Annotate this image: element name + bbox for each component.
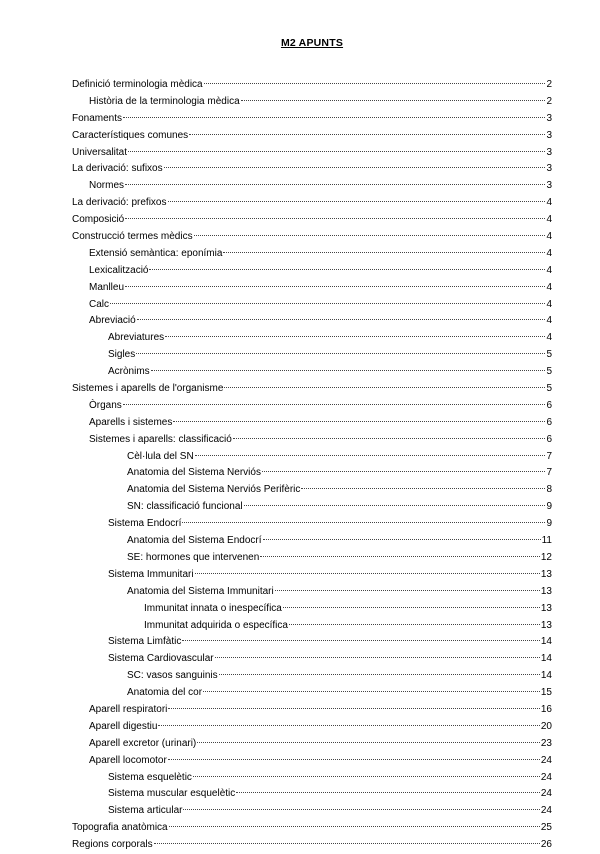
toc-dot-leader <box>224 387 545 388</box>
toc-entry[interactable] <box>72 263 552 280</box>
toc-entry[interactable] <box>72 533 552 550</box>
toc-entry-page-number: 7 <box>546 467 552 479</box>
toc-entry-title: Aparells i sistemes <box>89 416 173 428</box>
toc-entry-page-number: 14 <box>540 653 552 665</box>
toc-entry[interactable] <box>72 381 552 398</box>
toc-entry-title: Característiques comunes <box>72 129 189 141</box>
toc-entry[interactable] <box>72 601 552 618</box>
toc-dot-leader <box>110 303 545 304</box>
toc-entry[interactable] <box>72 449 552 466</box>
toc-entry[interactable] <box>72 820 552 837</box>
toc-entry-title: Immunitat adquirida o específica <box>144 619 288 631</box>
toc-entry-title: Definició terminologia mèdica <box>72 79 203 90</box>
toc-dot-leader <box>263 539 541 540</box>
toc-dot-leader <box>168 759 540 760</box>
toc-entry[interactable] <box>72 364 552 381</box>
toc-entry-title: Abreviació <box>89 315 136 327</box>
toc-entry[interactable] <box>72 432 552 449</box>
toc-entry[interactable] <box>72 94 552 111</box>
toc-dot-leader <box>241 100 546 101</box>
toc-entry-title: Manlleu <box>89 281 125 293</box>
toc-dot-leader <box>125 286 545 287</box>
toc-dot-leader <box>137 319 546 320</box>
toc-entry-title: Aparell locomotor <box>89 754 167 766</box>
toc-dot-leader <box>195 455 546 456</box>
toc-entry[interactable] <box>72 719 552 736</box>
toc-entry-title: SC: vasos sanguinis <box>127 670 218 682</box>
toc-entry-title: Anatomia del Sistema Nerviós <box>127 467 261 479</box>
toc-entry-page-number: 3 <box>546 163 552 175</box>
toc-entry[interactable] <box>72 482 552 499</box>
toc-entry[interactable] <box>72 195 552 212</box>
toc-entry[interactable] <box>72 229 552 246</box>
toc-dot-leader <box>289 624 540 625</box>
toc-entry-page-number: 4 <box>546 214 552 226</box>
toc-entry-title: Sistema Immunitari <box>108 568 194 580</box>
toc-entry-title: SE: hormones que intervenen <box>127 551 260 563</box>
toc-entry-title: Sistemes i aparells de l'organisme <box>72 383 224 395</box>
toc-entry-title: Sistema articular <box>108 805 183 817</box>
toc-dot-leader <box>233 438 546 439</box>
toc-entry[interactable] <box>72 550 552 567</box>
toc-entry[interactable] <box>72 651 552 668</box>
toc-entry-title: Anatomia del cor <box>127 687 203 699</box>
toc-dot-leader <box>136 353 545 354</box>
toc-entry-page-number: 3 <box>546 129 552 141</box>
toc-entry[interactable] <box>72 246 552 263</box>
toc-entry-page-number: 13 <box>540 568 552 580</box>
toc-entry-page-number: 14 <box>540 670 552 682</box>
toc-entry-page-number: 13 <box>540 602 552 614</box>
toc-dot-leader <box>262 471 545 472</box>
toc-entry-page-number: 4 <box>546 281 552 293</box>
toc-entry-page-number: 9 <box>546 518 552 530</box>
toc-entry-title: Extensió semàntica: eponímia <box>89 247 223 259</box>
toc-dot-leader <box>158 725 540 726</box>
toc-dot-leader <box>182 522 545 523</box>
toc-entry[interactable] <box>72 398 552 415</box>
toc-entry-title: Sistema esquelètic <box>108 771 192 783</box>
toc-entry-title: Composició <box>72 214 125 226</box>
toc-dot-leader <box>301 488 545 489</box>
table-of-contents <box>72 77 552 854</box>
toc-dot-leader <box>151 370 546 371</box>
toc-entry-title: Anatomia del Sistema Nerviós Perifèric <box>127 484 301 496</box>
toc-dot-leader <box>164 167 546 168</box>
toc-entry-title: Aparell digestiu <box>89 720 158 732</box>
toc-entry[interactable] <box>72 128 552 145</box>
toc-dot-leader <box>189 134 545 135</box>
toc-entry-title: Fonaments <box>72 112 123 124</box>
toc-entry[interactable] <box>72 837 552 854</box>
toc-entry-title: Anatomia del Sistema Endocrí <box>127 535 262 547</box>
toc-entry[interactable] <box>72 668 552 685</box>
toc-entry-title: Construcció termes mèdics <box>72 231 193 243</box>
toc-entry-page-number: 23 <box>540 737 552 749</box>
toc-dot-leader <box>125 184 545 185</box>
toc-entry-page-number: 12 <box>540 551 552 563</box>
toc-dot-leader <box>244 505 546 506</box>
toc-entry[interactable] <box>72 567 552 584</box>
toc-dot-leader <box>219 674 540 675</box>
toc-dot-leader <box>149 269 545 270</box>
toc-entry-page-number: 2 <box>546 79 552 90</box>
toc-dot-leader <box>204 83 546 84</box>
toc-entry[interactable] <box>72 736 552 753</box>
toc-entry[interactable] <box>72 77 552 94</box>
toc-entry[interactable] <box>72 111 552 128</box>
toc-entry-page-number: 24 <box>540 754 552 766</box>
toc-entry-title: Immunitat innata o inespecífica <box>144 602 282 614</box>
toc-entry[interactable] <box>72 161 552 178</box>
toc-entry-page-number: 25 <box>540 822 552 834</box>
toc-entry-page-number: 13 <box>540 585 552 597</box>
toc-entry[interactable] <box>72 347 552 364</box>
toc-dot-leader <box>203 691 540 692</box>
toc-dot-leader <box>260 556 540 557</box>
toc-entry-page-number: 3 <box>546 180 552 192</box>
toc-entry-page-number: 6 <box>546 416 552 428</box>
toc-entry[interactable] <box>72 634 552 651</box>
toc-entry-page-number: 7 <box>546 450 552 462</box>
toc-entry[interactable] <box>72 618 552 635</box>
toc-entry-page-number: 8 <box>546 484 552 496</box>
toc-entry-page-number: 4 <box>546 247 552 259</box>
toc-entry-page-number: 4 <box>546 264 552 276</box>
toc-entry-page-number: 5 <box>546 366 552 378</box>
toc-entry-page-number: 6 <box>546 433 552 445</box>
toc-entry-title: SN: classificació funcional <box>127 501 243 513</box>
toc-entry[interactable] <box>72 702 552 719</box>
toc-entry[interactable] <box>72 516 552 533</box>
toc-entry[interactable] <box>72 178 552 195</box>
toc-dot-leader <box>275 590 540 591</box>
toc-entry-title: Universalitat <box>72 146 128 158</box>
toc-dot-leader <box>193 776 540 777</box>
toc-entry-title: Normes <box>89 180 125 192</box>
toc-entry-page-number: 9 <box>546 501 552 513</box>
toc-entry[interactable] <box>72 584 552 601</box>
toc-entry-title: Aparell excretor (urinari) <box>89 737 197 749</box>
toc-entry-page-number: 3 <box>546 146 552 158</box>
toc-dot-leader <box>194 235 546 236</box>
toc-dot-leader <box>123 404 546 405</box>
toc-entry-page-number: 13 <box>540 619 552 631</box>
toc-entry-title: Sistema Limfàtic <box>108 636 182 648</box>
toc-entry-title: Regions corporals <box>72 839 153 851</box>
toc-dot-leader <box>154 843 540 844</box>
toc-dot-leader <box>236 792 540 793</box>
toc-dot-leader <box>125 218 545 219</box>
toc-entry[interactable] <box>72 297 552 314</box>
toc-dot-leader <box>173 421 545 422</box>
toc-entry-page-number: 24 <box>540 771 552 783</box>
toc-entry-title: Cèl·lula del SN <box>127 450 194 462</box>
toc-entry-title: Sistema muscular esquelètic <box>108 788 236 800</box>
toc-entry-page-number: 2 <box>546 95 552 107</box>
toc-entry-page-number: 4 <box>546 315 552 327</box>
toc-dot-leader <box>168 201 546 202</box>
toc-entry[interactable] <box>72 685 552 702</box>
toc-dot-leader <box>215 657 540 658</box>
toc-entry-page-number: 3 <box>546 112 552 124</box>
toc-entry[interactable] <box>72 753 552 770</box>
toc-entry-title: Sigles <box>108 349 136 361</box>
toc-entry[interactable] <box>72 313 552 330</box>
toc-entry-title: Aparell respiratori <box>89 703 168 715</box>
toc-entry-title: Abreviatures <box>108 332 165 344</box>
toc-dot-leader <box>283 607 540 608</box>
toc-entry-title: Sistema Cardiovascular <box>108 653 214 665</box>
toc-entry-page-number: 20 <box>540 720 552 732</box>
toc-entry-title: Història de la terminologia mèdica <box>89 95 240 107</box>
toc-dot-leader <box>195 573 540 574</box>
toc-dot-leader <box>197 742 540 743</box>
toc-entry[interactable] <box>72 212 552 229</box>
toc-entry-title: Anatomia del Sistema Immunitari <box>127 585 274 597</box>
toc-entry-title: Sistemes i aparells: classificació <box>89 433 232 445</box>
toc-dot-leader <box>169 826 540 827</box>
toc-entry[interactable] <box>72 280 552 297</box>
toc-entry-page-number: 15 <box>540 687 552 699</box>
toc-entry-page-number: 5 <box>546 383 552 395</box>
toc-dot-leader <box>123 117 545 118</box>
toc-dot-leader <box>165 336 545 337</box>
toc-entry-page-number: 4 <box>546 298 552 310</box>
toc-entry-page-number: 4 <box>546 332 552 344</box>
toc-dot-leader <box>168 708 540 709</box>
toc-entry-page-number: 16 <box>540 703 552 715</box>
toc-dot-leader <box>223 252 545 253</box>
toc-entry[interactable] <box>72 330 552 347</box>
toc-entry-page-number: 26 <box>540 839 552 851</box>
toc-entry[interactable] <box>72 770 552 787</box>
toc-entry-page-number: 4 <box>546 197 552 209</box>
toc-entry-title: La derivació: sufixos <box>72 163 163 175</box>
toc-entry[interactable] <box>72 145 552 162</box>
toc-entry-title: Acrònims <box>108 366 150 378</box>
toc-entry-page-number: 14 <box>540 636 552 648</box>
toc-entry-title: La derivació: prefixos <box>72 197 167 209</box>
toc-dot-leader <box>128 151 545 152</box>
toc-entry-page-number: 5 <box>546 349 552 361</box>
toc-entry[interactable] <box>72 786 552 803</box>
toc-entry-page-number: 24 <box>540 788 552 800</box>
toc-entry-page-number: 11 <box>541 535 552 547</box>
toc-entry-title: Sistema Endocrí <box>108 518 182 530</box>
toc-dot-leader <box>182 640 540 641</box>
toc-entry[interactable] <box>72 465 552 482</box>
toc-entry[interactable] <box>72 415 552 432</box>
document-title: M2 APUNTS <box>280 37 344 49</box>
toc-entry-page-number: 24 <box>540 805 552 817</box>
toc-entry-page-number: 4 <box>546 231 552 243</box>
toc-entry[interactable] <box>72 803 552 820</box>
toc-entry[interactable] <box>72 499 552 516</box>
toc-entry-page-number: 6 <box>546 399 552 411</box>
toc-entry-title: Topografia anatòmica <box>72 822 168 834</box>
toc-entry-title: Òrgans <box>89 399 122 411</box>
toc-entry-title: Calc <box>89 298 110 310</box>
toc-dot-leader <box>183 809 539 810</box>
toc-entry-title: Lexicalització <box>89 264 149 276</box>
